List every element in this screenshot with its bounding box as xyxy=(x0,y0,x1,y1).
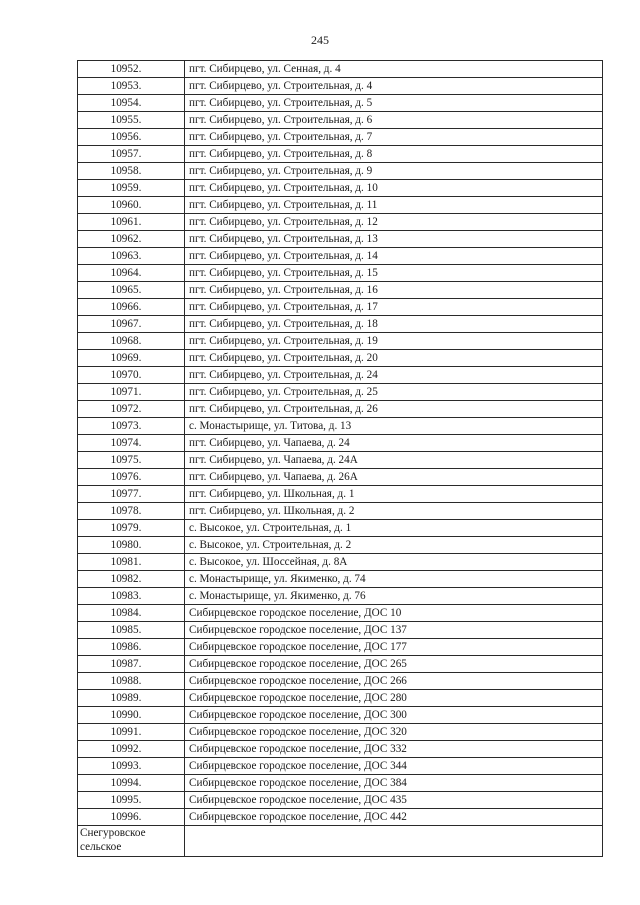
row-address: Сибирцевское городское поселение, ДОС 300 xyxy=(185,707,603,724)
row-number: 10974. xyxy=(78,435,185,452)
row-address: с. Высокое, ул. Шоссейная, д. 8А xyxy=(185,554,603,571)
row-address: с. Монастырище, ул. Якименко, д. 74 xyxy=(185,571,603,588)
row-address: Сибирцевское городское поселение, ДОС 10 xyxy=(185,605,603,622)
table-row xyxy=(78,503,603,520)
row-number: 10988. xyxy=(78,673,185,690)
row-number: 10978. xyxy=(78,503,185,520)
row-number: 10983. xyxy=(78,588,185,605)
row-address: с. Монастырище, ул. Якименко, д. 76 xyxy=(185,588,603,605)
row-number: 10963. xyxy=(78,248,185,265)
table-row xyxy=(78,78,603,95)
row-number: 10975. xyxy=(78,452,185,469)
address-table-body xyxy=(78,61,603,857)
row-address: Сибирцевское городское поселение, ДОС 384 xyxy=(185,775,603,792)
row-number: 10993. xyxy=(78,758,185,775)
district-address xyxy=(185,826,603,857)
row-address: пгт. Сибирцево, ул. Чапаева, д. 24А xyxy=(185,452,603,469)
row-number: 10996. xyxy=(78,809,185,826)
row-address: Сибирцевское городское поселение, ДОС 332 xyxy=(185,741,603,758)
row-number: 10985. xyxy=(78,622,185,639)
row-number: 10994. xyxy=(78,775,185,792)
row-address: пгт. Сибирцево, ул. Школьная, д. 1 xyxy=(185,486,603,503)
table-row xyxy=(78,588,603,605)
row-address: пгт. Сибирцево, ул. Сенная, д. 4 xyxy=(185,61,603,78)
table-row xyxy=(78,248,603,265)
row-number: 10984. xyxy=(78,605,185,622)
address-table xyxy=(77,60,603,857)
row-address: пгт. Сибирцево, ул. Строительная, д. 7 xyxy=(185,129,603,146)
table-row xyxy=(78,758,603,775)
row-number: 10955. xyxy=(78,112,185,129)
table-row xyxy=(78,673,603,690)
row-address: пгт. Сибирцево, ул. Строительная, д. 4 xyxy=(185,78,603,95)
table-row xyxy=(78,792,603,809)
row-address: Сибирцевское городское поселение, ДОС 177 xyxy=(185,639,603,656)
table-row xyxy=(78,486,603,503)
row-address: Сибирцевское городское поселение, ДОС 442 xyxy=(185,809,603,826)
row-address: пгт. Сибирцево, ул. Строительная, д. 17 xyxy=(185,299,603,316)
row-number: 10976. xyxy=(78,469,185,486)
row-address: пгт. Сибирцево, ул. Строительная, д. 9 xyxy=(185,163,603,180)
table-row xyxy=(78,129,603,146)
row-address: пгт. Сибирцево, ул. Строительная, д. 20 xyxy=(185,350,603,367)
row-number: 10991. xyxy=(78,724,185,741)
row-number: 10959. xyxy=(78,180,185,197)
table-row xyxy=(78,707,603,724)
table-row xyxy=(78,180,603,197)
row-address: с. Монастырище, ул. Титова, д. 13 xyxy=(185,418,603,435)
row-number: 10952. xyxy=(78,61,185,78)
table-row xyxy=(78,299,603,316)
row-address: пгт. Сибирцево, ул. Строительная, д. 8 xyxy=(185,146,603,163)
row-number: 10992. xyxy=(78,741,185,758)
district-name: Снегуровское сельское xyxy=(78,826,185,857)
table-row xyxy=(78,741,603,758)
row-number: 10968. xyxy=(78,333,185,350)
table-row xyxy=(78,690,603,707)
row-number: 10982. xyxy=(78,571,185,588)
row-number: 10973. xyxy=(78,418,185,435)
row-address: пгт. Сибирцево, ул. Строительная, д. 16 xyxy=(185,282,603,299)
row-address: пгт. Сибирцево, ул. Строительная, д. 5 xyxy=(185,95,603,112)
table-row xyxy=(78,452,603,469)
row-address: пгт. Сибирцево, ул. Строительная, д. 19 xyxy=(185,333,603,350)
row-number: 10958. xyxy=(78,163,185,180)
table-row xyxy=(78,163,603,180)
row-address: Сибирцевское городское поселение, ДОС 435 xyxy=(185,792,603,809)
row-address: пгт. Сибирцево, ул. Строительная, д. 11 xyxy=(185,197,603,214)
row-address: пгт. Сибирцево, ул. Строительная, д. 18 xyxy=(185,316,603,333)
row-number: 10956. xyxy=(78,129,185,146)
table-row xyxy=(78,622,603,639)
row-number: 10990. xyxy=(78,707,185,724)
table-row xyxy=(78,95,603,112)
row-number: 10962. xyxy=(78,231,185,248)
table-row xyxy=(78,112,603,129)
table-row xyxy=(78,469,603,486)
row-number: 10970. xyxy=(78,367,185,384)
table-row xyxy=(78,316,603,333)
row-address: с. Высокое, ул. Строительная, д. 1 xyxy=(185,520,603,537)
row-number: 10967. xyxy=(78,316,185,333)
table-row xyxy=(78,605,603,622)
row-address: пгт. Сибирцево, ул. Строительная, д. 10 xyxy=(185,180,603,197)
row-number: 10980. xyxy=(78,537,185,554)
row-number: 10987. xyxy=(78,656,185,673)
table-row xyxy=(78,639,603,656)
row-address: пгт. Сибирцево, ул. Строительная, д. 26 xyxy=(185,401,603,418)
row-address: Сибирцевское городское поселение, ДОС 320 xyxy=(185,724,603,741)
row-number: 10954. xyxy=(78,95,185,112)
table-row xyxy=(78,571,603,588)
table-row xyxy=(78,384,603,401)
row-address: с. Высокое, ул. Строительная, д. 2 xyxy=(185,537,603,554)
row-address: пгт. Сибирцево, ул. Строительная, д. 24 xyxy=(185,367,603,384)
table-row xyxy=(78,554,603,571)
table-row xyxy=(78,61,603,78)
row-number: 10964. xyxy=(78,265,185,282)
row-number: 10971. xyxy=(78,384,185,401)
table-row xyxy=(78,401,603,418)
table-row xyxy=(78,775,603,792)
row-address: Сибирцевское городское поселение, ДОС 137 xyxy=(185,622,603,639)
row-number: 10969. xyxy=(78,350,185,367)
row-number: 10960. xyxy=(78,197,185,214)
table-row xyxy=(78,724,603,741)
row-number: 10979. xyxy=(78,520,185,537)
page-number: 245 xyxy=(311,33,329,47)
table-row xyxy=(78,146,603,163)
table-row xyxy=(78,282,603,299)
table-row xyxy=(78,435,603,452)
row-address: Сибирцевское городское поселение, ДОС 265 xyxy=(185,656,603,673)
table-row xyxy=(78,418,603,435)
row-number: 10965. xyxy=(78,282,185,299)
row-number: 10966. xyxy=(78,299,185,316)
table-row xyxy=(78,537,603,554)
row-address: пгт. Сибирцево, ул. Строительная, д. 14 xyxy=(185,248,603,265)
district-row xyxy=(78,826,603,857)
row-address: пгт. Сибирцево, ул. Строительная, д. 15 xyxy=(185,265,603,282)
table-row xyxy=(78,350,603,367)
row-number: 10989. xyxy=(78,690,185,707)
row-address: пгт. Сибирцево, ул. Строительная, д. 25 xyxy=(185,384,603,401)
row-address: пгт. Сибирцево, ул. Строительная, д. 6 xyxy=(185,112,603,129)
row-number: 10981. xyxy=(78,554,185,571)
row-address: Сибирцевское городское поселение, ДОС 280 xyxy=(185,690,603,707)
row-address: пгт. Сибирцево, ул. Строительная, д. 12 xyxy=(185,214,603,231)
row-number: 10972. xyxy=(78,401,185,418)
row-address: Сибирцевское городское поселение, ДОС 344 xyxy=(185,758,603,775)
row-number: 10957. xyxy=(78,146,185,163)
row-address: пгт. Сибирцево, ул. Школьная, д. 2 xyxy=(185,503,603,520)
row-number: 10953. xyxy=(78,78,185,95)
row-address: Сибирцевское городское поселение, ДОС 266 xyxy=(185,673,603,690)
table-row xyxy=(78,265,603,282)
table-row xyxy=(78,809,603,826)
table-row xyxy=(78,656,603,673)
table-row xyxy=(78,214,603,231)
table-row xyxy=(78,520,603,537)
row-address: пгт. Сибирцево, ул. Строительная, д. 13 xyxy=(185,231,603,248)
table-row xyxy=(78,367,603,384)
table-row xyxy=(78,197,603,214)
table-row xyxy=(78,231,603,248)
row-number: 10961. xyxy=(78,214,185,231)
row-number: 10986. xyxy=(78,639,185,656)
table-row xyxy=(78,333,603,350)
row-address: пгт. Сибирцево, ул. Чапаева, д. 26А xyxy=(185,469,603,486)
row-number: 10995. xyxy=(78,792,185,809)
row-address: пгт. Сибирцево, ул. Чапаева, д. 24 xyxy=(185,435,603,452)
row-number: 10977. xyxy=(78,486,185,503)
